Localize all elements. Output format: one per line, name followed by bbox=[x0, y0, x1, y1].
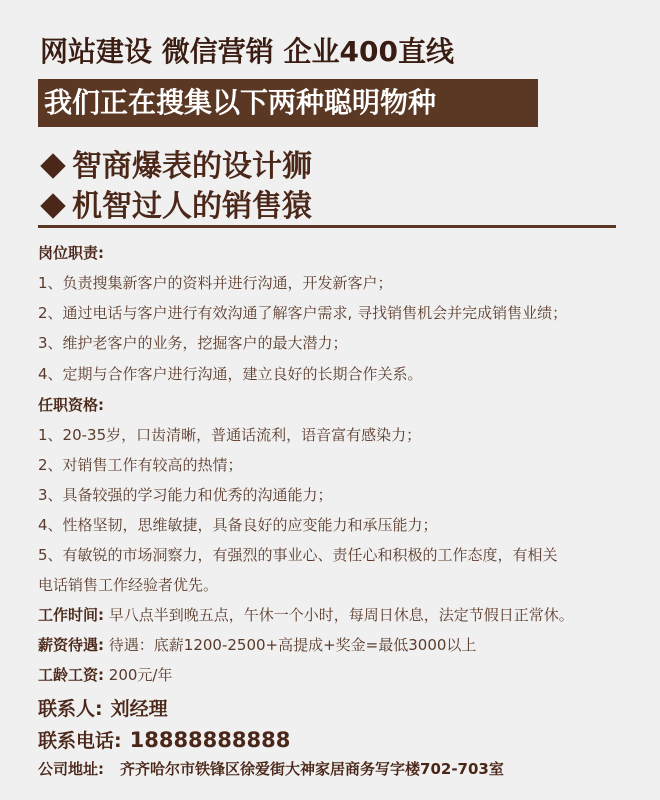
work-time-row bbox=[38, 604, 574, 625]
address-row bbox=[38, 758, 504, 779]
diamond-bullet-icon bbox=[40, 193, 65, 218]
contact-person-label: 联系人: bbox=[38, 698, 103, 720]
duty-item: 4、定期与合作客户进行沟通，建立良好的长期合作关系。 bbox=[38, 365, 423, 383]
work-time-label: 工作时间: bbox=[38, 606, 104, 624]
banner: 我们正在搜集以下两种聪明物种 bbox=[38, 79, 538, 127]
species-item-designer bbox=[38, 141, 312, 185]
contact-person-row bbox=[38, 694, 168, 721]
requirement-item: 1、20-35岁，口齿清晰，普通话流利，语音富有感染力； bbox=[38, 426, 422, 444]
seniority-row bbox=[38, 664, 172, 685]
requirement-item: 5、有敏锐的市场洞察力，有强烈的事业心、责任心和积极的工作态度，有相关 bbox=[38, 546, 558, 564]
salary-row bbox=[38, 634, 476, 655]
requirement-item: 4、性格坚韧，思维敏捷，具备良好的应变能力和承压能力； bbox=[38, 516, 438, 534]
requirement-item: 2、对销售工作有较高的热情； bbox=[38, 456, 243, 474]
seniority-label: 工龄工资: bbox=[38, 666, 104, 684]
species-label: 机智过人的销售猿 bbox=[72, 189, 312, 224]
contact-phone-value: 18888888888 bbox=[129, 728, 291, 752]
headline: 网站建设 微信营销 企业400直线 bbox=[40, 35, 454, 68]
address-value: 齐齐哈尔市铁锋区徐爱街大神家居商务写字楼702-703室 bbox=[120, 760, 504, 778]
species-label: 智商爆表的设计狮 bbox=[72, 149, 312, 184]
requirements-title: 任职资格: bbox=[38, 396, 104, 414]
species-item-sales bbox=[38, 181, 312, 225]
seniority-value: 200元/年 bbox=[108, 666, 173, 684]
address-label: 公司地址: bbox=[38, 760, 104, 778]
work-time-value: 早八点半到晚五点，午休一个小时，每周日休息，法定节假日正常休。 bbox=[108, 606, 574, 624]
contact-phone-row bbox=[38, 726, 290, 753]
duty-item: 3、维护老客户的业务，挖掘客户的最大潜力； bbox=[38, 334, 348, 352]
requirement-item: 3、具备较强的学习能力和优秀的沟通能力； bbox=[38, 486, 333, 504]
duties-title: 岗位职责: bbox=[38, 244, 104, 262]
requirement-item: 电话销售工作经验者优先。 bbox=[38, 576, 219, 594]
duty-item: 2、通过电话与客户进行有效沟通了解客户需求, 寻找销售机会并完成销售业绩； bbox=[38, 304, 568, 322]
divider bbox=[38, 225, 616, 228]
contact-person-value: 刘经理 bbox=[110, 698, 168, 720]
duty-item: 1、负责搜集新客户的资料并进行沟通，开发新客户； bbox=[38, 274, 393, 292]
salary-value: 待遇：底薪1200-2500+高提成+奖金=最低3000以上 bbox=[108, 636, 477, 654]
diamond-bullet-icon bbox=[40, 153, 65, 178]
salary-label: 薪资待遇: bbox=[38, 636, 104, 654]
contact-phone-label: 联系电话: bbox=[38, 730, 122, 752]
